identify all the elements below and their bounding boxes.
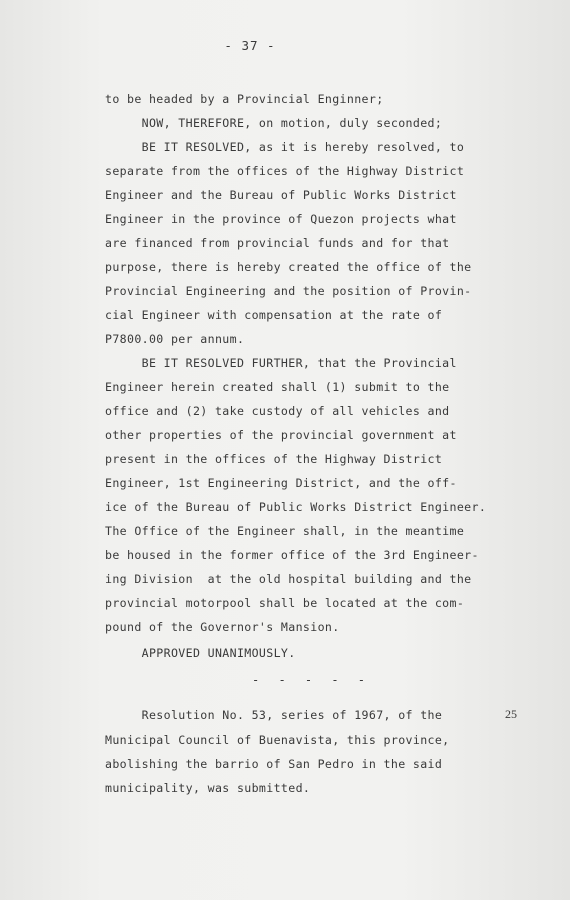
text-line: purpose, there is hereby created the office of the (105, 260, 472, 274)
text-line: cial Engineer with compensation at the rate of (105, 308, 443, 322)
text-line: to be headed by a Provincial Enginner; (105, 92, 384, 106)
text-line: The Office of the Engineer shall, in the meantime (105, 524, 465, 538)
text-line: are financed from provincial funds and for that (105, 236, 450, 250)
text-line: office and (2) take custody of all vehicles and (105, 404, 450, 418)
text-line: Municipal Council of Buenavista, this province, (105, 733, 450, 747)
text-line: ing Division at the old hospital building and the (105, 572, 472, 586)
text-line: Engineer in the province of Quezon projects what (105, 212, 457, 226)
text-line: APPROVED UNANIMOUSLY. (105, 646, 296, 660)
text-line: be housed in the former office of the 3rd Engineer- (105, 548, 479, 562)
page-number: - 37 - (224, 38, 276, 53)
text-line: Resolution No. 53, series of 1967, of the (105, 708, 443, 722)
text-line: separate from the offices of the Highway District (105, 164, 465, 178)
text-line: BE IT RESOLVED, as it is hereby resolved, to (105, 140, 465, 154)
text-line: P7800.00 per annum. (105, 332, 245, 346)
text-line: abolishing the barrio of San Pedro in the said (105, 757, 443, 771)
margin-item-number: 25 (505, 707, 517, 721)
text-line: pound of the Governor's Mansion. (105, 620, 340, 634)
text-line: BE IT RESOLVED FURTHER, that the Provincial (105, 356, 457, 370)
text-line: Provincial Engineering and the position of Provin- (105, 284, 472, 298)
text-line: ice of the Bureau of Public Works District Engineer. (105, 500, 487, 514)
text-line: other properties of the provincial government at (105, 428, 457, 442)
text-line: Engineer, 1st Engineering District, and the off- (105, 476, 457, 490)
text-line: municipality, was submitted. (105, 781, 311, 795)
text-line: Engineer herein created shall (1) submit to the (105, 380, 450, 394)
text-line: Engineer and the Bureau of Public Works District (105, 188, 457, 202)
text-line: present in the offices of the Highway District (105, 452, 443, 466)
section-separator: - - - - - (252, 673, 372, 687)
text-line: NOW, THEREFORE, on motion, duly seconded; (105, 116, 443, 130)
text-line: provincial motorpool shall be located at the com- (105, 596, 465, 610)
